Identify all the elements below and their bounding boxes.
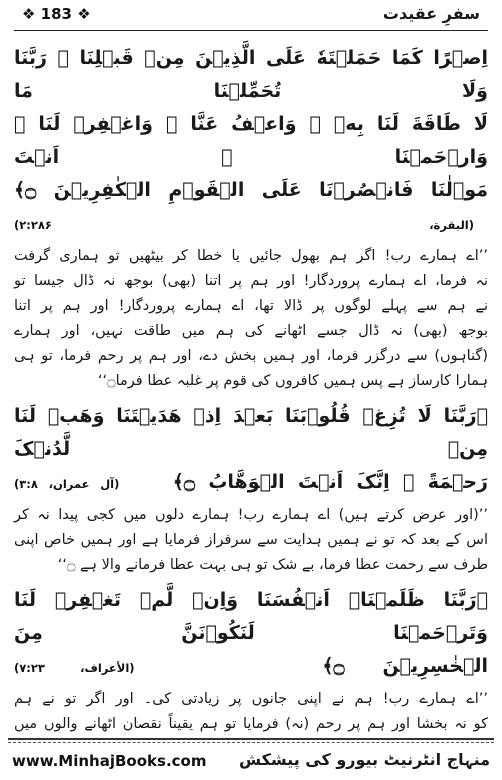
verse-reference: (آل عمران، ۳:۸) [14, 477, 120, 491]
page-header [0, 0, 502, 36]
page-body [14, 36, 488, 737]
urdu-line: ’’اے ہمارے رب! اگر ہم بھول جائیں یا خطا کر بیٹھیں تو ہماری گرفت [14, 248, 488, 264]
publisher-credit: منہاج انٹرنیٹ بیورو کی پیشکش [238, 750, 490, 769]
page-number: ❖ 183 ❖ [22, 5, 91, 23]
urdu-line: (گناہوں) سے درگزر فرما، اور ہمیں بخش دے، اور ہم پر رحم فرما، تو ہی [14, 348, 488, 364]
verse-reference: (الأعراف، ۷:۲۳) [14, 661, 135, 675]
urdu-line: کو نہ بخشا اور ہم پر رحم (نہ) فرمایا تو ہم یقیناً نقصان اٹھانے والوں میں [14, 716, 488, 732]
arabic-line: ﴿رَبَّنَا لَا تُزِغۡ قُلُوۡبَنَا بَعۡدَ اِذۡ هَدَیۡتَنَا وَهَبۡ لَنَا مِنۡ لَّدُنۡکَ [14, 405, 488, 460]
arabic-line: الۡخٰسِرِیۡنَ ۝﴾ [322, 655, 488, 677]
urdu-line: ’’اے ہمارے رب! ہم نے اپنی جانوں پر زیادتی کی۔ اور اگر تو نے ہم [14, 691, 488, 707]
urdu-line: اس کے بعد کہ تو نے ہمیں ہدایت سے سرفراز فرمایا ہے اور ہمیں خاص اپنی [14, 532, 488, 548]
urdu-line: بوجھ (بھی) نہ ڈال جسے اٹھانے کی ہم میں طاقت نہیں، اور ہمارے [14, 323, 488, 339]
urdu-translation-2 [14, 503, 488, 578]
page-footer [0, 738, 502, 780]
footer-rule-dashed [8, 742, 494, 743]
arabic-line: مَوۡلٰنَا فَانۡصُرۡنَا عَلَی الۡقَوۡمِ الۡکٰفِرِیۡنَ ۝﴾ [14, 179, 488, 201]
book-title: سفرِ عقیدت [382, 4, 480, 23]
verse-reference: (البقرة، ۲:۲۸۶) [14, 218, 474, 232]
arabic-verse-3 [14, 584, 488, 685]
arabic-line: اِصۡرًا کَمَا حَمَلۡتَهٗ عَلَی الَّذِیۡنَ مِنۡ قَبۡلِنَا ۚ رَبَّنَا وَلَا تُحَمِّلۡنَا مَا [14, 47, 488, 102]
arabic-verse-1 [14, 42, 488, 242]
urdu-line: نہ فرما، اے ہمارے پروردگار! اور ہم پر اتنا (بھی) بوجھ نہ ڈال جیسا تو [14, 273, 488, 289]
urdu-translation-3 [14, 687, 488, 737]
header-rule [14, 30, 488, 31]
arabic-line: ﴿رَبَّنَا ظَلَمۡنَاۤ اَنۡفُسَنَا وَاِنۡ لَّمۡ تَغۡفِرۡ لَنَا وَتَرۡحَمۡنَا لَنَکُوۡنَنَّ مِنَ [14, 589, 488, 644]
urdu-line: ہمارا کارساز ہے پس ہمیں کافروں کی قوم پر غلبہ عطا فرما۝‘‘ [97, 373, 488, 389]
page-number-value: 183 [40, 5, 72, 23]
arabic-line: رَحۡمَةً ۚ اِنَّکَ اَنۡتَ الۡوَهَّابُ ۝﴾ [172, 471, 488, 493]
arabic-verse-2 [14, 400, 488, 501]
footer-rule [8, 738, 494, 740]
urdu-translation-1 [14, 244, 488, 394]
urdu-line: طرف سے رحمت عطا فرما، بے شک تو ہی بہت عطا فرمانے والا ہے ۝‘‘ [57, 557, 488, 573]
urdu-line: نے ہم سے پہلے لوگوں پر ڈالا تھا، اے ہمارے پروردگار! اور ہم پر اتنا [14, 298, 488, 314]
arabic-line: لَا طَاقَةَ لَنَا بِهٖ ۚ وَاعۡفُ عَنَّا ۟ وَاغۡفِرۡ لَنَا ۟ وَارۡحَمۡنَا ۟ اَنۡتَ [14, 113, 488, 168]
urdu-line: ’’(اور عرض کرتے ہیں) اے ہمارے رب! ہمارے دلوں میں کجی پیدا نہ کر [14, 507, 488, 523]
website-link[interactable]: www.MinhajBooks.com [12, 752, 207, 770]
